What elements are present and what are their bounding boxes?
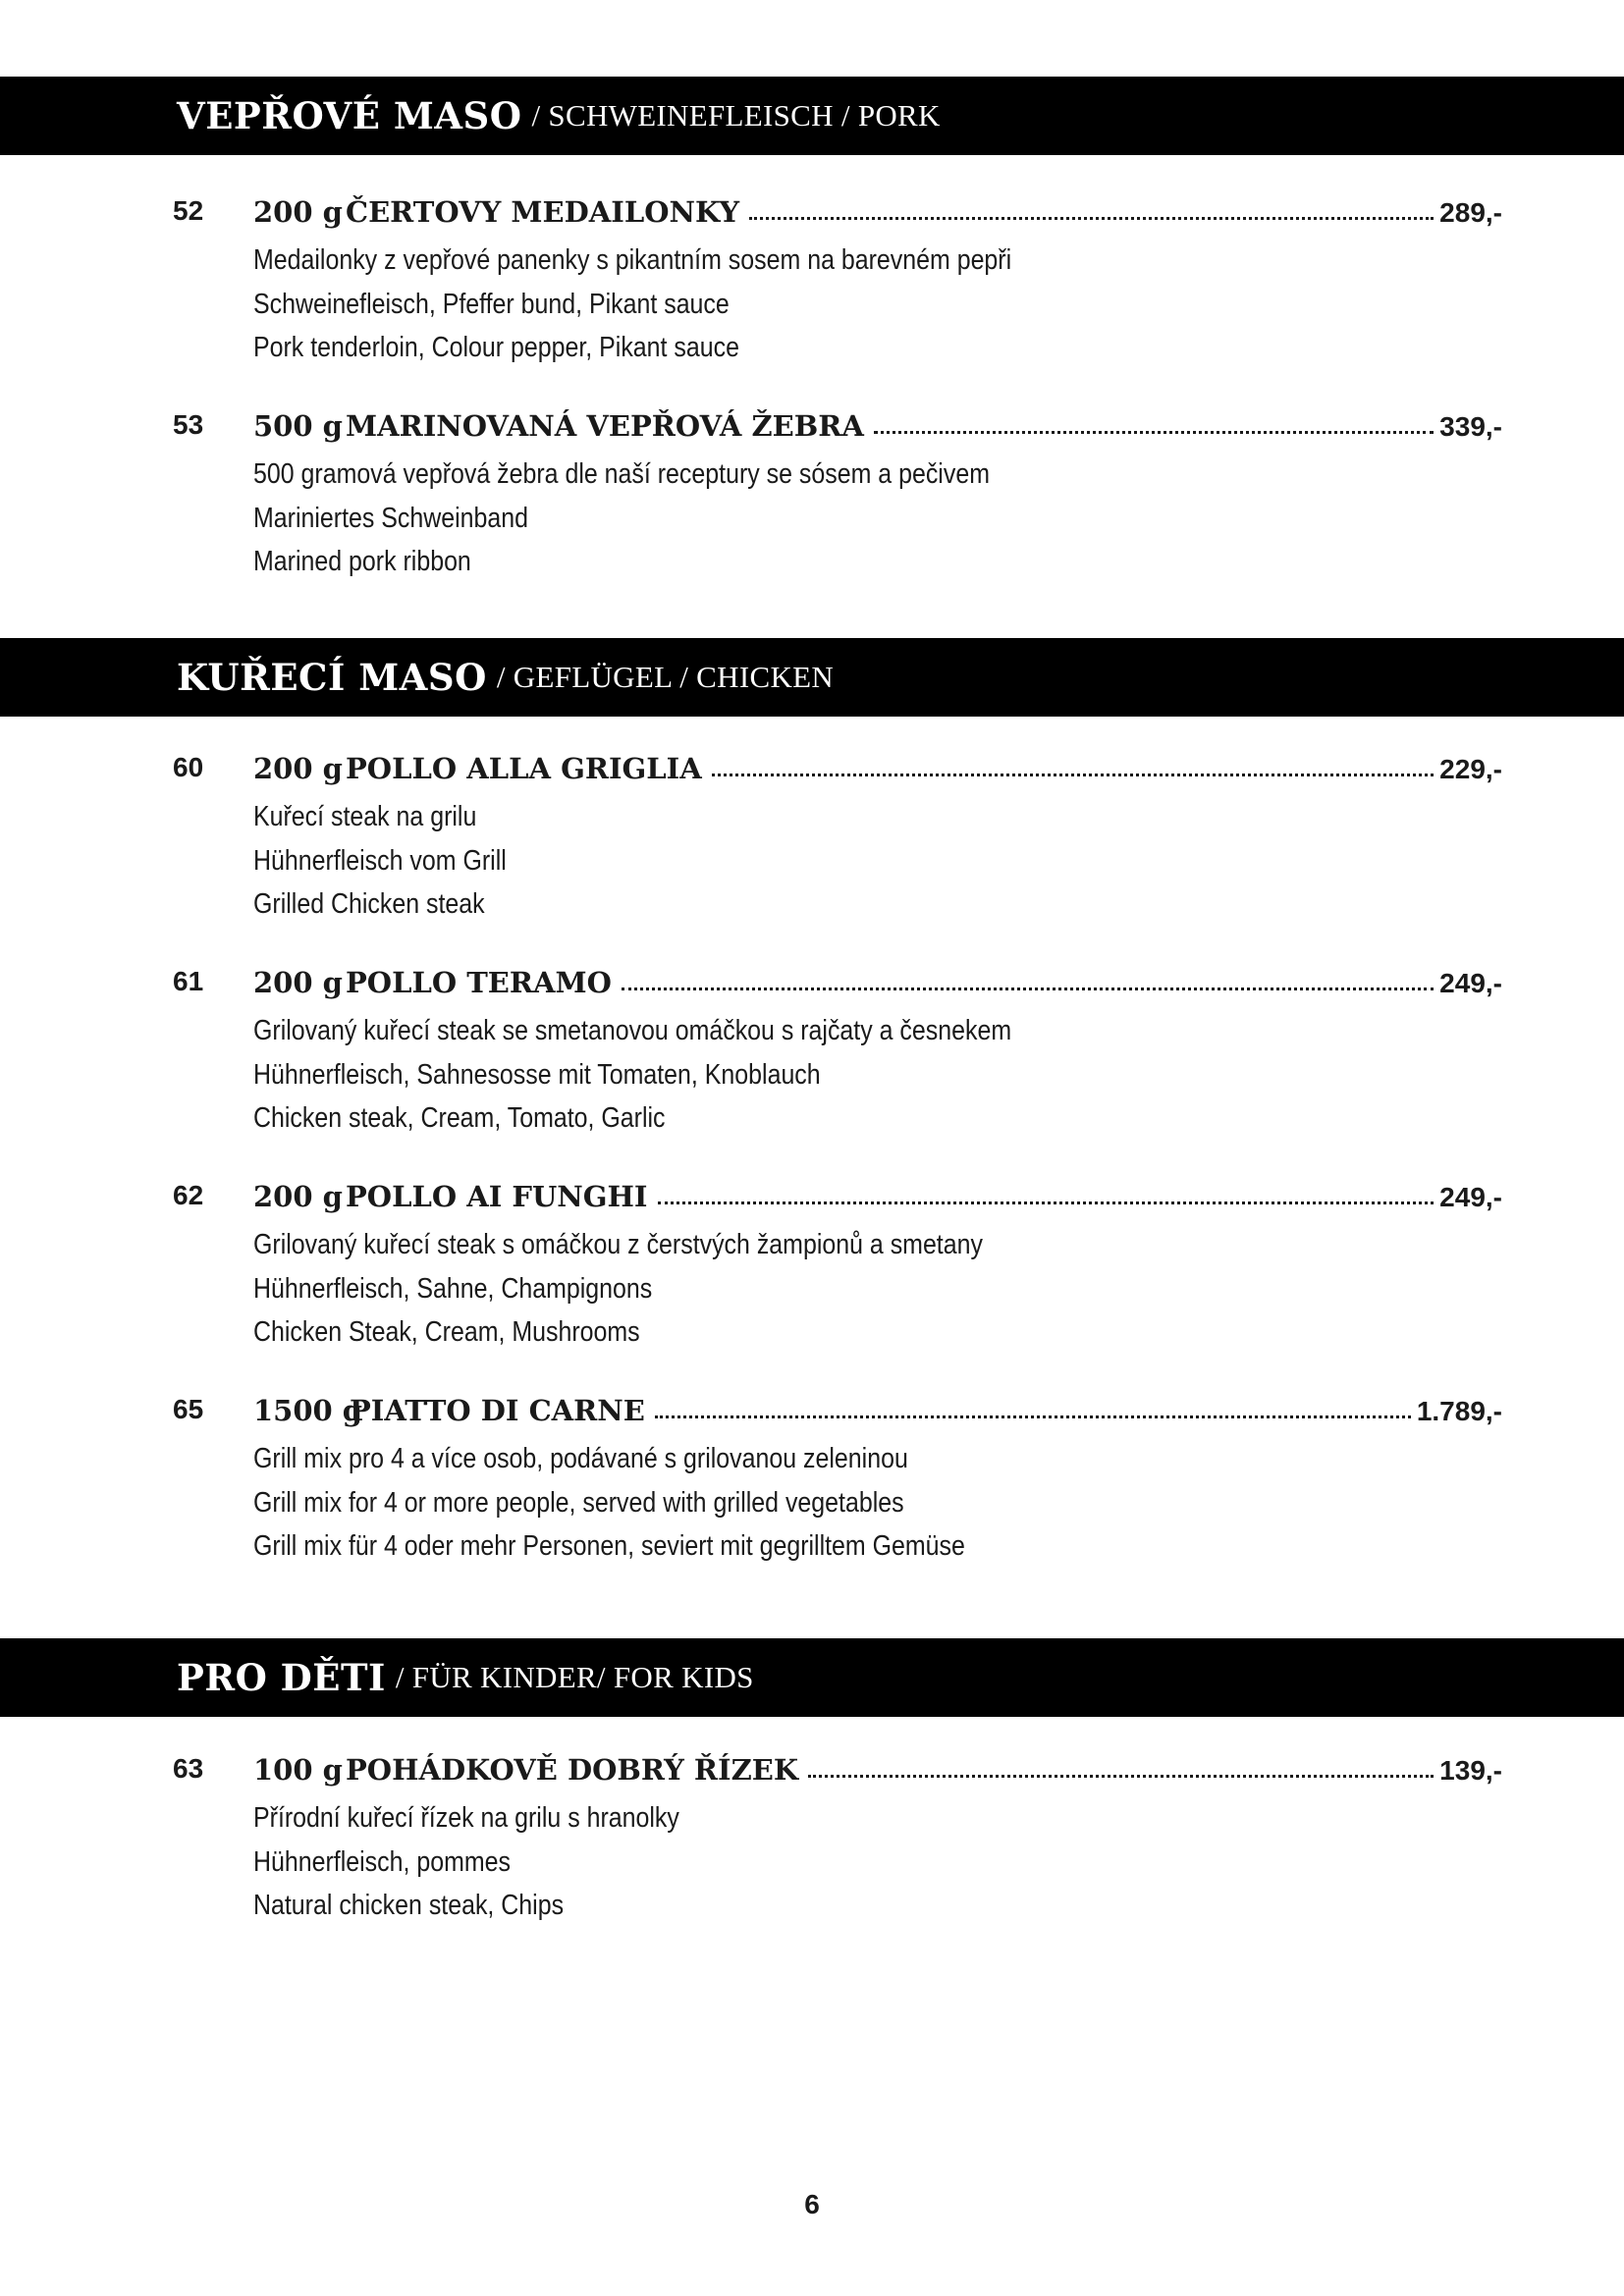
- item-number: 60: [173, 752, 204, 782]
- item-name: POHÁDKOVĚ DOBRÝ ŘÍZEK: [346, 1753, 799, 1787]
- menu-item-61: [0, 966, 1624, 1141]
- section-title: KUŘECÍ MASO: [177, 656, 487, 699]
- item-name: MARINOVANÁ VEPŘOVÁ ŽEBRA: [346, 409, 864, 443]
- item-weight: 200 g: [253, 966, 343, 999]
- item-desc-cz: 500 gramová vepřová žebra dle naší receptury se sósem a pečivem: [253, 458, 990, 490]
- item-desc-cz: Přírodní kuřecí řízek na grilu s hranolky: [253, 1802, 679, 1834]
- dot-leader: [874, 431, 1434, 434]
- item-desc-en: Natural chicken steak, Chips: [253, 1890, 565, 1921]
- item-number: 53: [173, 409, 204, 440]
- item-line: [253, 1180, 1502, 1213]
- item-weight: 200 g: [253, 1180, 343, 1213]
- item-weight: 200 g: [253, 195, 343, 229]
- menu-item-65: [0, 1394, 1624, 1569]
- section-subtitle: / FÜR KINDER/ FOR KIDS: [395, 1660, 754, 1694]
- item-weight: 100 g: [253, 1753, 343, 1787]
- dot-leader: [622, 988, 1434, 990]
- item-name: POLLO ALLA GRIGLIA: [346, 752, 702, 785]
- dot-leader: [655, 1415, 1411, 1418]
- item-price: 249,-: [1439, 1182, 1502, 1212]
- item-number: 62: [173, 1180, 204, 1210]
- dot-leader: [712, 774, 1434, 776]
- item-weight: 500 g: [253, 409, 343, 443]
- section-subtitle: / SCHWEINEFLEISCH / PORK: [531, 98, 941, 133]
- item-desc-de: Hühnerfleisch, Sahne, Champignons: [253, 1272, 653, 1305]
- menu-item-62: [0, 1180, 1624, 1355]
- item-desc-cz: Grilovaný kuřecí steak se smetanovou omáčkou s rajčaty a česnekem: [253, 1015, 1012, 1046]
- item-heading: [0, 195, 1624, 239]
- section-subtitle: / GEFLÜGEL / CHICKEN: [496, 660, 835, 694]
- item-name: ČERTOVY MEDAILONKY: [346, 195, 740, 229]
- menu-item-60: [0, 752, 1624, 927]
- item-heading: [0, 409, 1624, 453]
- item-number: 61: [173, 966, 204, 996]
- item-desc-cz: Grill mix pro 4 a více osob, podávané s grilovanou zeleninou: [253, 1443, 908, 1474]
- item-weight: 1500 g: [253, 1394, 363, 1427]
- item-price: 249,-: [1439, 968, 1502, 998]
- item-name: POLLO TERAMO: [346, 966, 612, 999]
- item-desc-en: Grilled Chicken steak: [253, 888, 485, 920]
- dot-leader: [808, 1775, 1434, 1778]
- item-desc-en: Grill mix for 4 or more people, served with grilled vegetables: [253, 1486, 904, 1519]
- item-number: 63: [173, 1753, 204, 1784]
- item-desc-de: Hühnerfleisch vom Grill: [253, 844, 507, 877]
- item-line: [253, 1394, 1502, 1427]
- item-desc-cz: Grilovaný kuřecí steak s omáčkou z čerstvých žampionů a smetany: [253, 1229, 983, 1260]
- item-price: 289,-: [1439, 197, 1502, 228]
- item-name: POLLO AI FUNGHI: [346, 1180, 648, 1213]
- item-number: 52: [173, 195, 204, 226]
- page-number: 6: [804, 2189, 820, 2219]
- item-price: 139,-: [1439, 1755, 1502, 1786]
- item-line: [253, 1753, 1502, 1787]
- item-desc-en: Chicken steak, Cream, Tomato, Garlic: [253, 1102, 666, 1134]
- item-desc-cz: Medailonky z vepřové panenky s pikantním sosem na barevném pepři: [253, 244, 1012, 276]
- item-heading: [0, 1753, 1624, 1796]
- item-desc-de: Hühnerfleisch, Sahnesosse mit Tomaten, Knoblauch: [253, 1058, 821, 1091]
- menu-item-63: [0, 1753, 1624, 1928]
- item-desc-en: Marined pork ribbon: [253, 546, 471, 577]
- item-price: 229,-: [1439, 754, 1502, 784]
- item-heading: [0, 752, 1624, 795]
- item-desc-de: Schweinefleisch, Pfeffer bund, Pikant sauce: [253, 288, 730, 320]
- section-header-kids: [0, 1638, 1624, 1717]
- item-desc-en: Pork tenderloin, Colour pepper, Pikant sauce: [253, 332, 739, 363]
- item-line: [253, 195, 1502, 229]
- item-heading: [0, 1394, 1624, 1437]
- item-weight: 200 g: [253, 752, 343, 785]
- menu-item-53: [0, 409, 1624, 584]
- section-header-chicken: [0, 638, 1624, 717]
- section-title: VEPŘOVÉ MASO: [177, 94, 522, 137]
- item-line: [253, 966, 1502, 999]
- dot-leader: [749, 217, 1434, 220]
- item-line: [253, 752, 1502, 785]
- item-desc-de: Mariniertes Schweinband: [253, 502, 529, 534]
- item-line: [253, 409, 1502, 443]
- item-desc-en: Chicken Steak, Cream, Mushrooms: [253, 1316, 640, 1348]
- item-desc-cz: Kuřecí steak na grilu: [253, 801, 477, 832]
- section-header-pork: [0, 77, 1624, 155]
- menu-item-52: [0, 195, 1624, 370]
- dot-leader: [658, 1201, 1435, 1204]
- item-heading: [0, 1180, 1624, 1223]
- item-desc-de: Grill mix für 4 oder mehr Personen, seviert mit gegrilltem Gemüse: [253, 1530, 965, 1562]
- item-heading: [0, 966, 1624, 1009]
- item-price: 339,-: [1439, 411, 1502, 442]
- item-price: 1.789,-: [1416, 1396, 1502, 1426]
- item-number: 65: [173, 1394, 204, 1424]
- item-desc-de: Hühnerfleisch, pommes: [253, 1845, 511, 1878]
- item-name: PIATTO DI CARNE: [350, 1394, 645, 1427]
- section-title: PRO DĚTI: [177, 1656, 386, 1699]
